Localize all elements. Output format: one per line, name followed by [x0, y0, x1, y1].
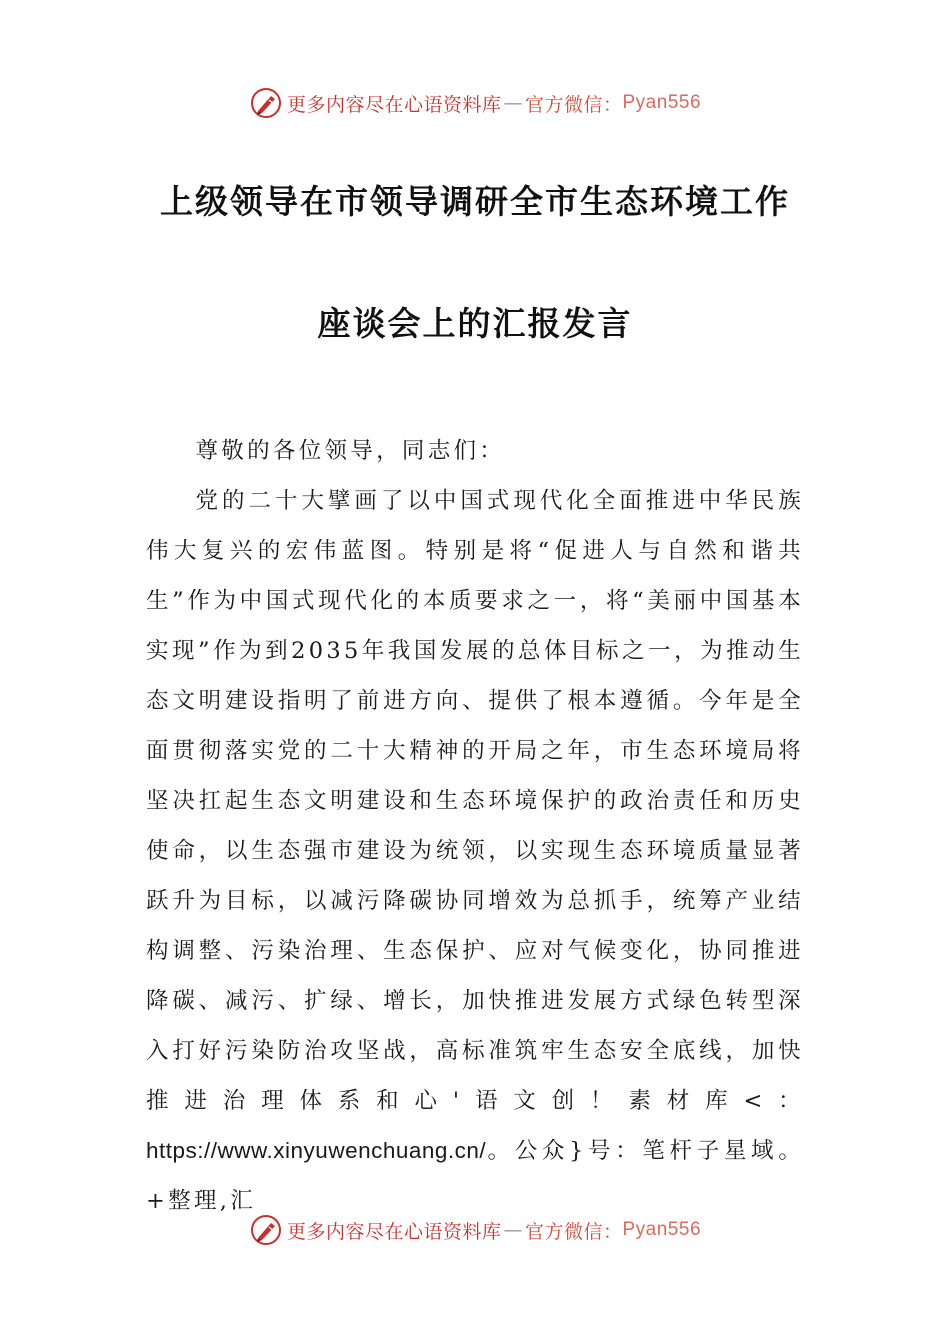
- document-title-line-1: 上级领导在市领导调研全市生态环境工作: [160, 182, 790, 221]
- pen-nib-logo-icon: [249, 86, 283, 120]
- banner-wechat-id: Pyan556: [622, 92, 702, 113]
- banner-dash: —: [503, 92, 523, 114]
- paragraph-text-tail: 。公众}号：笔杆子星域。+整理,汇: [146, 1138, 804, 1214]
- banner-dash: —: [503, 1219, 523, 1241]
- banner-wechat-label: 官方微信：: [524, 93, 623, 116]
- banner-wechat-label: 官方微信：: [524, 1220, 623, 1243]
- header-watermark-banner: [0, 83, 950, 123]
- greeting-paragraph: 尊敬的各位领导，同志们：: [195, 438, 506, 464]
- paragraph-text: 党的二十大擘画了以中国式现代化全面推进中华民族伟大复兴的宏伟蓝图。特别是将“促进人与自然和谐共生”作为中国式现代化的本质要求之一，将“美丽中国基本实现”作为到2035年我国发展的总体目标之一，为推动生态文明建设指明了前进方向、提供了根本遵循。今年是全面贯彻落实党的二十大精神的开局之年，市生态环境局将坚决扛起生态文明建设和生态环境保护的政治责任和历史使命，以生态强市建设为统领，以实现生态环境质量显著跃升为目标，以减污降碳协同增效为总抓手，统筹产业结构调整、污染治理、生态保护、应对气候变化，协同推进降碳、减污、扩绿、增长，加快推进发展方式绿色转型深入打好污染防治攻坚战，高标准筑牢生态安全底线，加快推进治理体系和心'语文创！素材库<：: [146, 488, 804, 1114]
- banner-wechat-id: Pyan556: [622, 1219, 702, 1240]
- document-body: [146, 426, 804, 1226]
- banner-site-text: 更多内容尽在心语资料库: [286, 1220, 502, 1243]
- banner-site-text: 更多内容尽在心语资料库: [286, 93, 502, 116]
- source-url-link[interactable]: https://www.xinyuwenchuang.cn/: [146, 1138, 487, 1163]
- pen-nib-logo-icon: [249, 1213, 283, 1247]
- body-paragraph-1: [146, 476, 804, 1226]
- footer-watermark-banner: [0, 1210, 950, 1250]
- document-title-line-2: 座谈会上的汇报发言: [317, 304, 633, 343]
